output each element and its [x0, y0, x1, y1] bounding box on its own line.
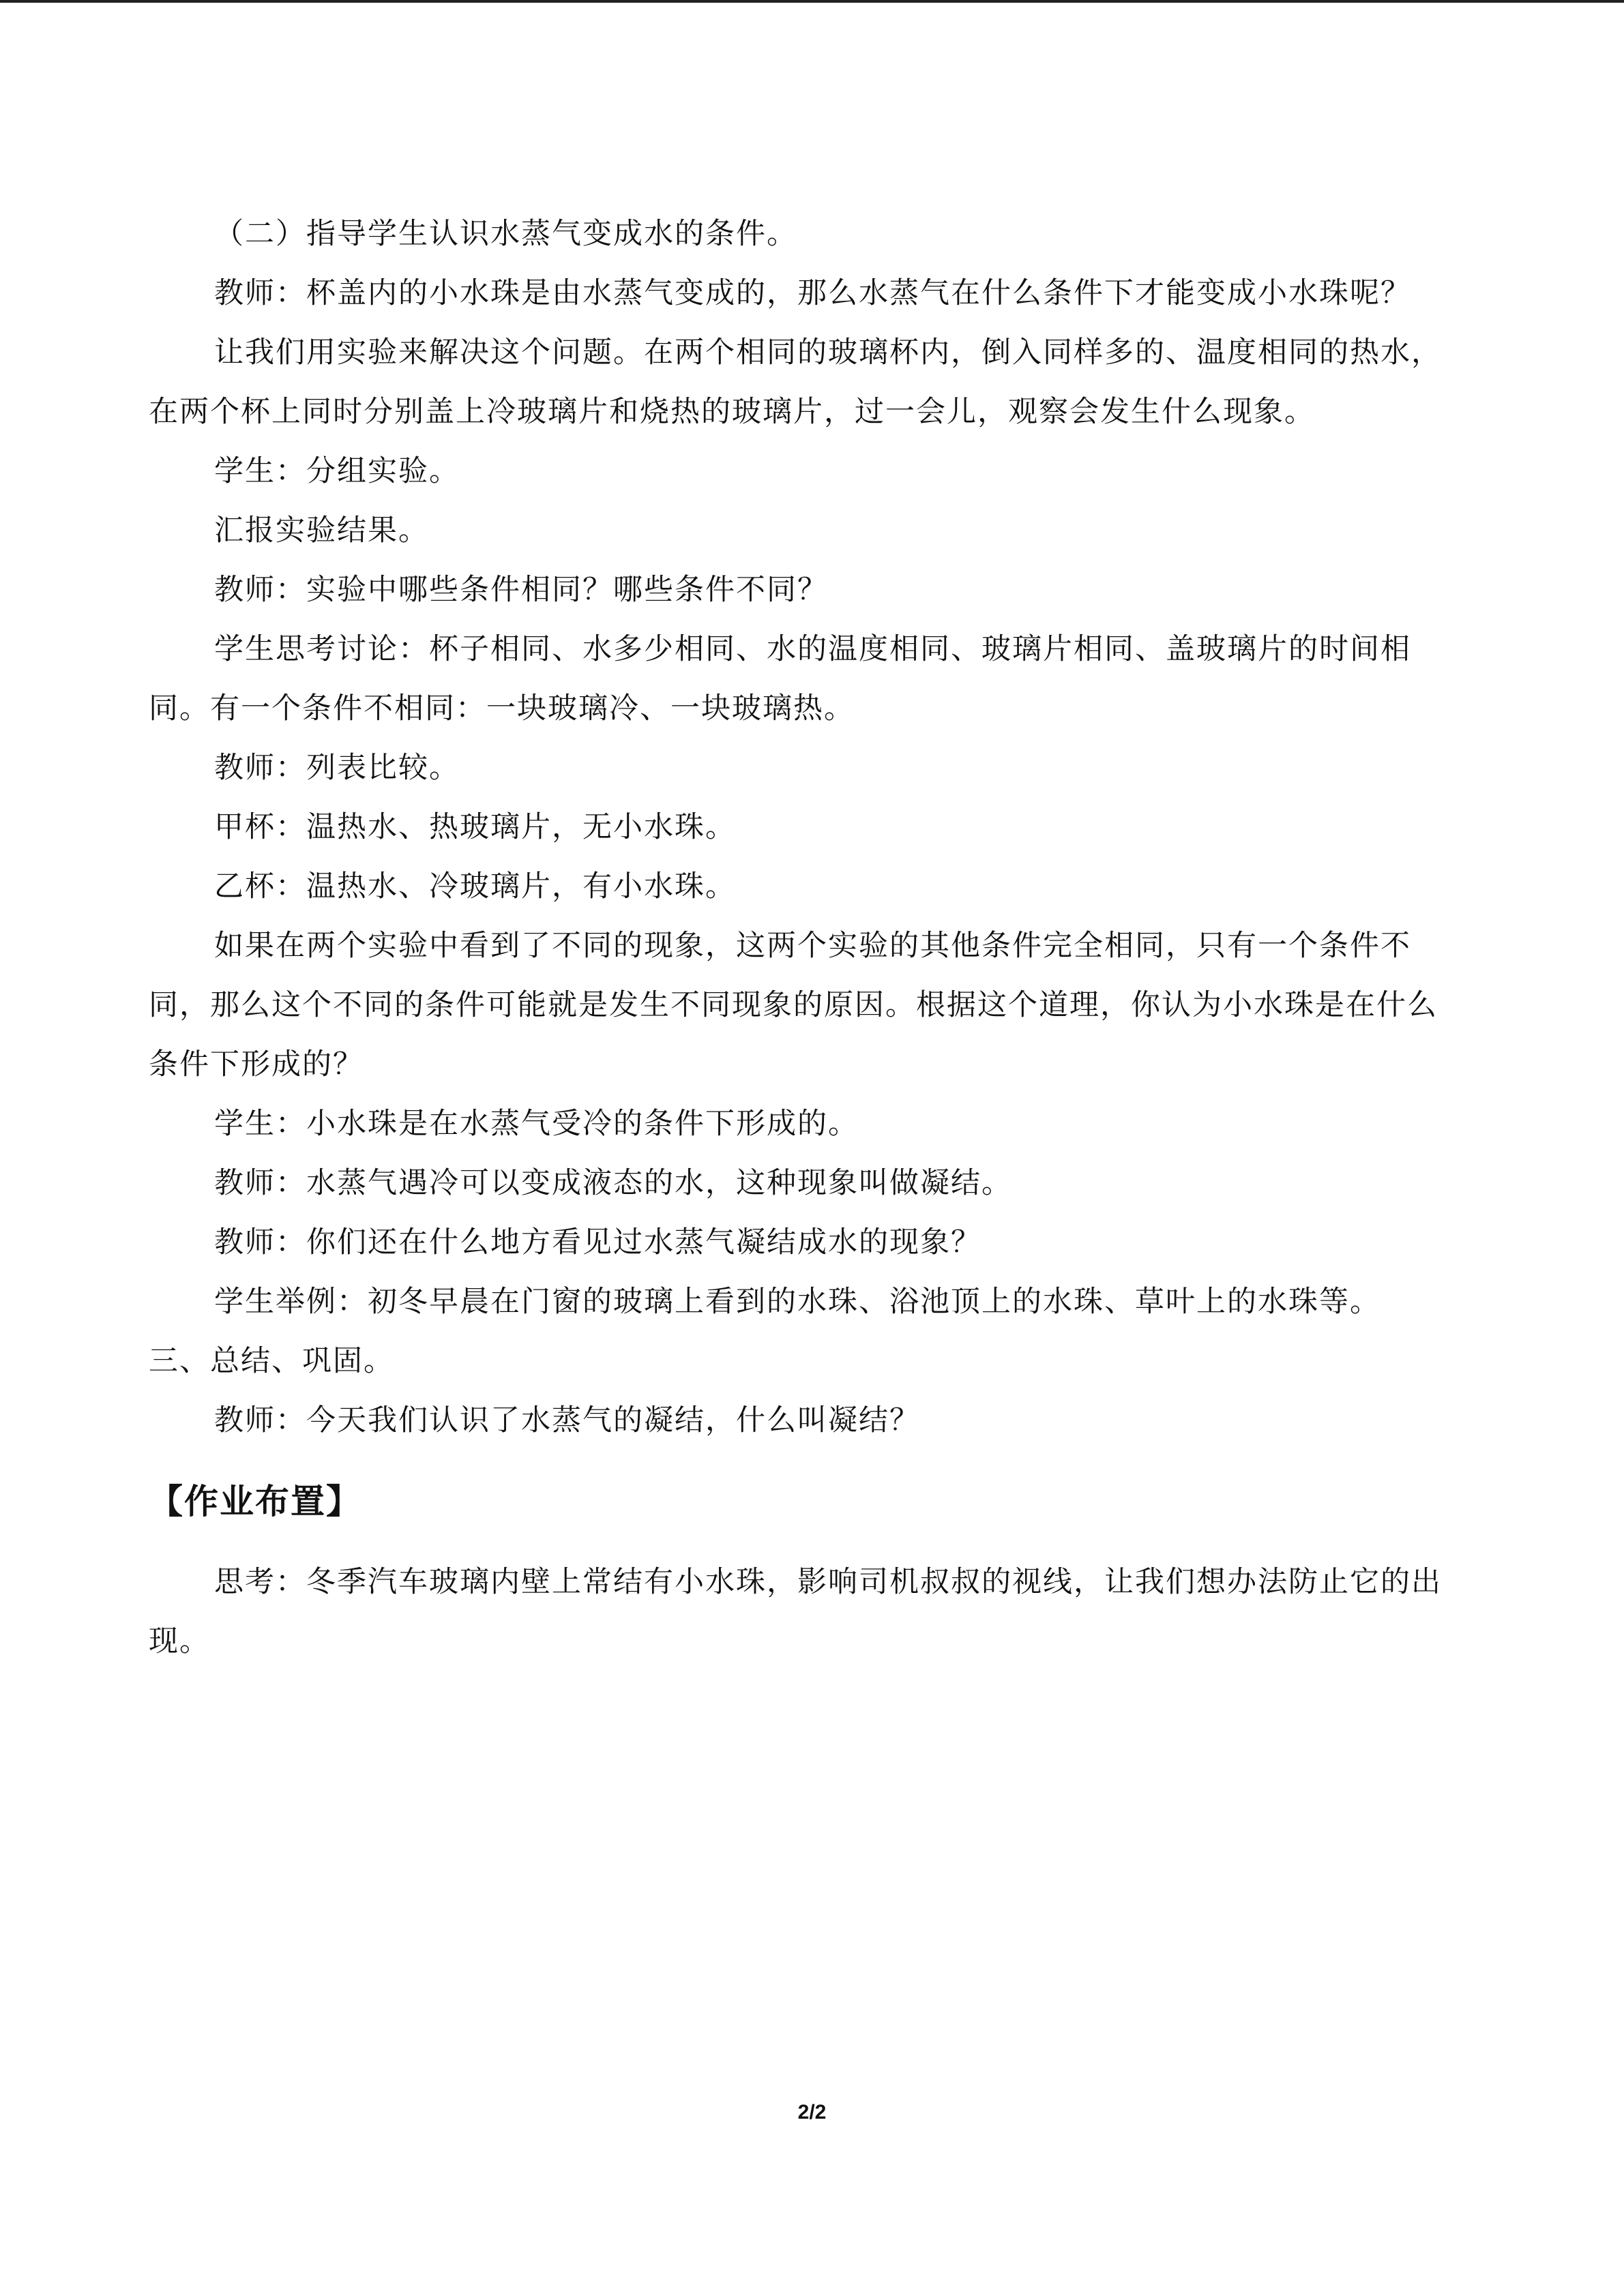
- paragraph-condensation-definition: 教师：水蒸气遇冷可以变成液态的水，这种现象叫做凝结。: [214, 1166, 1012, 1200]
- paragraph-student-answer: 学生：小水珠是在水蒸气受冷的条件下形成的。: [214, 1107, 859, 1141]
- paragraph-student-discussion: 学生思考讨论：杯子相同、水多少相同、水的温度相同、玻璃片相同、盖玻璃片的时间相同。有一个条件不相同：一块玻璃冷、一块玻璃热。: [149, 632, 1411, 726]
- section-summary-heading: 三、总结、巩固。: [149, 1344, 394, 1378]
- paragraph-reasoning: 如果在两个实验中看到了不同的现象，这两个实验的其他条件完全相同，只有一个条件不同，那么这个不同的条件可能就是发生不同现象的原因。根据这个道理，你认为小水珠是在什么条件下形成的？: [149, 929, 1438, 1082]
- paragraph-report-results: 汇报实验结果。: [214, 513, 429, 548]
- paragraph-teacher-summary: 教师：今天我们认识了水蒸气的凝结，什么叫凝结？: [214, 1403, 920, 1437]
- paragraph-student-group: 学生：分组实验。: [214, 454, 460, 488]
- section-subheading: （二）指导学生认识水蒸气变成水的条件。: [214, 217, 797, 251]
- paragraph-teacher-question: 教师：杯盖内的小水珠是由水蒸气变成的，那么水蒸气在什么条件下才能变成小水珠呢？: [214, 276, 1411, 310]
- homework-text: 思考：冬季汽车玻璃内壁上常结有小水珠，影响司机叔叔的视线，让我们想办法防止它的出现。: [149, 1565, 1442, 1658]
- paragraph-experiment-setup: 让我们用实验来解决这个问题。在两个相同的玻璃杯内，倒入同样多的、温度相同的热水，在两个杯上同时分别盖上冷玻璃片和烧热的玻璃片，过一会儿，观察会发生什么现象。: [149, 336, 1442, 429]
- paragraph-cup-a: 甲杯：温热水、热玻璃片，无小水珠。: [214, 810, 736, 844]
- document-body: [149, 205, 1458, 1671]
- homework-heading: 【作业布置】: [149, 1482, 361, 1521]
- paragraph-teacher-conditions: 教师：实验中哪些条件相同？哪些条件不同？: [214, 573, 828, 607]
- paragraph-teacher-compare: 教师：列表比较。: [214, 751, 460, 785]
- page-top-border: [0, 0, 1624, 3]
- paragraph-teacher-where: 教师：你们还在什么地方看见过水蒸气凝结成水的现象？: [214, 1225, 981, 1259]
- page-number: 2/2: [797, 2101, 827, 2123]
- paragraph-student-examples: 学生举例：初冬早晨在门窗的玻璃上看到的水珠、浴池顶上的水珠、草叶上的水珠等。: [214, 1285, 1381, 1319]
- paragraph-cup-b: 乙杯：温热水、冷玻璃片，有小水珠。: [214, 869, 736, 904]
